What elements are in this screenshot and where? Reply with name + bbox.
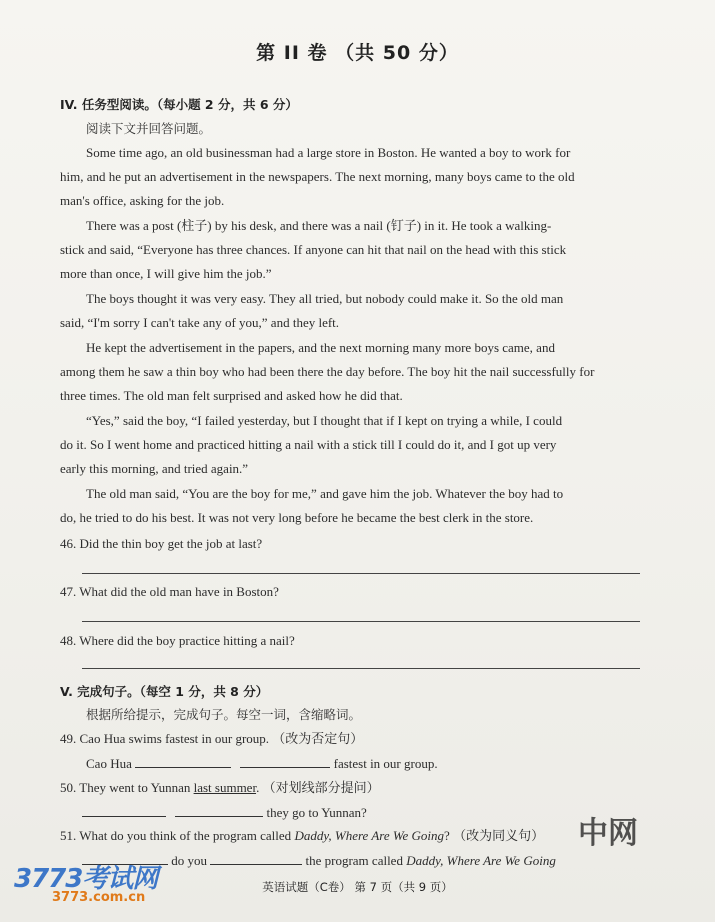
passage-line: Some time ago, an old businessman had a large store in Boston. He wanted a boy to work for bbox=[86, 145, 571, 160]
question-50-underlined: last summer bbox=[193, 780, 257, 795]
question-46: 46. Did the thin boy get the job at last? bbox=[60, 536, 263, 551]
answer-50 bbox=[82, 804, 367, 821]
answer-50-end: they go to Yunnan? bbox=[266, 805, 367, 820]
passage-line: him, and he put an advertisement in the newspapers. The next morning, many boys came to the old bbox=[60, 169, 575, 184]
passage-line: He kept the advertisement in the papers, and the next morning many more boys came, and bbox=[86, 340, 555, 355]
watermark-logo-left: 3773考试网 bbox=[14, 864, 158, 894]
answer-51-mid: do you bbox=[171, 853, 207, 868]
question-47: 47. What did the old man have in Boston? bbox=[60, 584, 279, 599]
question-51-before: 51. What do you think of the program called bbox=[60, 828, 295, 843]
question-51-italic: Daddy, Where Are We Going bbox=[294, 828, 445, 843]
page-footer: 英语试题（C卷） 第 7 页（共 9 页） bbox=[262, 880, 453, 894]
question-48: 48. Where did the boy practice hitting a nail? bbox=[60, 633, 295, 648]
blank-49b[interactable] bbox=[240, 755, 330, 768]
blank-51b[interactable] bbox=[210, 852, 302, 865]
question-51-after: ? （改为同义句） bbox=[444, 828, 545, 843]
page-title: 第 II 卷 （共 50 分） bbox=[256, 42, 459, 64]
section-4-heading: IV. 任务型阅读。（每小题 2 分，共 6 分） bbox=[60, 97, 298, 112]
section-5-instruction: 根据所给提示，完成句子。每空一词，含缩略词。 bbox=[86, 707, 362, 722]
passage-line: The old man said, “You are the boy for me,” and gave him the job. Whatever the boy had to bbox=[86, 486, 564, 501]
blank-50a[interactable] bbox=[82, 804, 166, 817]
question-50 bbox=[60, 780, 380, 796]
question-51 bbox=[60, 828, 544, 844]
passage-line: early this morning, and tried again.” bbox=[60, 461, 249, 476]
answer-49-start: Cao Hua bbox=[86, 756, 132, 771]
blank-49a[interactable] bbox=[135, 755, 231, 768]
passage-line: do it. So I went home and practiced hitting a nail with a stick till I could do it, and I got up very bbox=[60, 437, 557, 452]
watermark-url-left: 3773.com.cn bbox=[52, 890, 146, 905]
question-50-after: . （对划线部分提问） bbox=[256, 780, 380, 795]
passage-line: stick and said, “Everyone has three chances. If anyone can hit that nail on the head with this stick bbox=[60, 242, 567, 257]
question-49: 49. Cao Hua swims fastest in our group. （改为否定句） bbox=[60, 731, 364, 746]
answer-51-italic: Daddy, Where Are We Going bbox=[406, 853, 556, 868]
passage-line: said, “I'm sorry I can't take any of you,” and they left. bbox=[60, 315, 340, 330]
answer-line-48[interactable] bbox=[82, 668, 640, 669]
passage-line: “Yes,” said the boy, “I failed yesterday, but I thought that if I kept on trying a while, I could bbox=[86, 413, 563, 428]
section-5-heading: V. 完成句子。（每空 1 分，共 8 分） bbox=[60, 684, 269, 699]
answer-line-46[interactable] bbox=[82, 573, 640, 574]
passage-line: do, he tried to do his best. It was not very long before he became the best clerk in the store. bbox=[60, 510, 534, 525]
passage-line: more than once, I will give him the job.” bbox=[60, 266, 272, 281]
answer-51-end: the program called bbox=[305, 853, 407, 868]
answer-49-end: fastest in our group. bbox=[333, 756, 438, 771]
question-50-before: 50. They went to Yunnan bbox=[60, 780, 194, 795]
answer-49 bbox=[86, 755, 438, 772]
passage-line: The boys thought it was very easy. They all tried, but nobody could make it. So the old man bbox=[86, 291, 564, 306]
passage-line: There was a post (柱子) by his desk, and there was a nail (钉子) in it. He took a walking- bbox=[86, 218, 552, 233]
passage-line: three times. The old man felt surprised and asked how he did that. bbox=[60, 388, 403, 403]
blank-50b[interactable] bbox=[175, 804, 263, 817]
passage-line: among them he saw a thin boy who had been there the day before. The boy hit the nail successfully for bbox=[60, 364, 595, 379]
passage-line: man's office, asking for the job. bbox=[60, 193, 225, 208]
answer-line-47[interactable] bbox=[82, 621, 640, 622]
section-4-instruction: 阅读下文并回答问题。 bbox=[86, 121, 212, 136]
watermark-logo-right: 中网 bbox=[578, 816, 638, 851]
